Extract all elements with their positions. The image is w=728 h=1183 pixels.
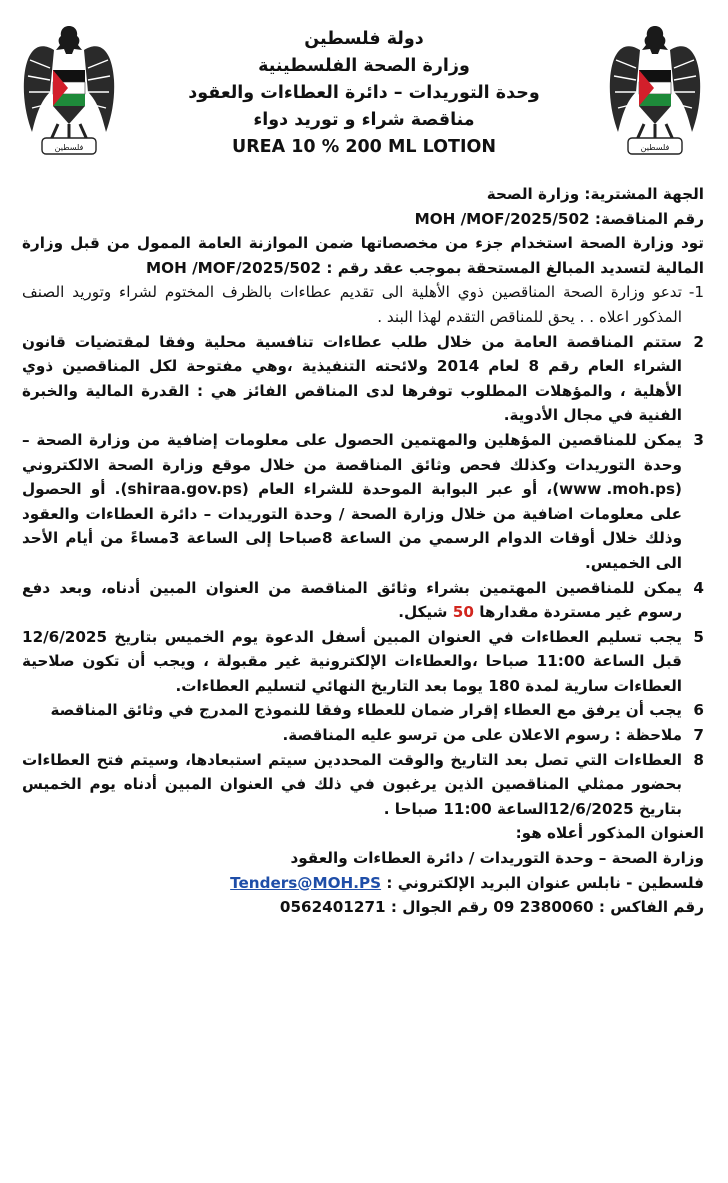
state-name: دولة فلسطين <box>304 29 424 49</box>
intro-line-1: تود وزارة الصحة استخدام جزء من مخصصاتها ضمن الموازنة العامة الممول من قبل <box>70 234 704 253</box>
emblem-caption-right: فلسطين <box>640 143 670 152</box>
product-name: UREA 10 % 200 ML LOTION <box>231 137 496 157</box>
item-number: 5 <box>693 627 704 646</box>
item-number: 4 <box>693 578 704 597</box>
mobile-number: 0562401271 <box>279 898 386 917</box>
item-number: 8 <box>693 750 704 769</box>
item-number: 2 <box>693 332 704 351</box>
emblem-caption-left: فلسطين <box>54 143 84 152</box>
list-item <box>22 723 704 748</box>
item-text: يجب أن يرفق مع العطاء إقرار ضمان للعطاء وفقا للنموذج المدرج في وثائق المناقصة <box>50 701 682 720</box>
tender-number-line <box>22 207 704 232</box>
contact-block <box>22 821 704 919</box>
contract-number: MOH /MOF/2025/502 <box>146 258 322 277</box>
ministry-name: وزارة الصحة الفلسطينية <box>258 56 470 76</box>
list-item <box>22 330 704 428</box>
item-3-text-a: يمكن للمناقصين المؤهلين والمهتمين الحصول على معلومات إضافية من وزارة الصحة – وحدة التوريدات وكذلك فحص وثائق المناقصة من خلال موقع وزارة الصحة الالكتروني <box>22 430 682 474</box>
list-item <box>22 428 704 576</box>
list-item <box>22 748 704 822</box>
unit-name: وحدة التوريدات – دائرة العطاءات والعقود <box>188 83 540 103</box>
intro-line-2: وزارة المالية لتسديد المبالغ المستحقة بموجب عقد رقم : <box>22 234 704 277</box>
moh-website-link[interactable]: (www .moh.ps) <box>552 480 682 499</box>
announcement-header <box>140 26 588 161</box>
item-number: 7 <box>693 726 704 745</box>
item-text <box>22 428 682 576</box>
item-number: 3 <box>693 430 704 449</box>
palestine-eagle-emblem-left <box>20 20 118 160</box>
item-text: ملاحظة : رسوم الاعلان على من ترسو عليه المناقصة. <box>282 726 682 745</box>
shiraa-portal-link[interactable]: (shiraa.gov.ps) <box>120 480 249 499</box>
tender-number-label: رقم المناقصة: <box>594 209 704 228</box>
list-item <box>22 280 704 329</box>
list-item <box>22 576 704 625</box>
email-label: فلسطين - نابلس عنوان البريد الإلكتروني : <box>386 873 704 892</box>
list-item <box>22 698 704 723</box>
item-text: العطاءات التي تصل بعد التاريخ والوقت المحددين سيتم استبعادها، وسيتم فتح العطاءات بحضور ممثلي المناقصين الذين يرغبون في ذلك في العنوان المبين أدناه يوم الخميس بتاريخ 12/6/2025الساعة 11:00 صباحا . <box>22 750 682 818</box>
item-number: 1- <box>688 283 704 302</box>
item-text: تدعو وزارة الصحة المناقصين ذوي الأهلية الى تقديم عطاءات بالظرف المختوم لشراء وتوريد الصنف المذكور اعلاه . . يحق للمناقص التقدم لهذا البند . <box>22 283 682 326</box>
mobile-label: رقم الجوال : <box>390 898 488 917</box>
item-number: 6 <box>693 701 704 720</box>
tender-type: مناقصة شراء و توريد دواء <box>253 110 475 130</box>
item-text: يجب تسليم العطاءات في العنوان المبين أسفل الدعوة يوم الخميس بتاريخ 12/6/2025 قبل الساعة 11:00 صباحا ،والعطاءات الإلكترونية غير مقبولة ، ويجب أن تكون صلاحية العطاءات سارية لمدة 180 يوما بعد التاريخ النهائي لتسليم العطاءات. <box>22 627 682 695</box>
palestine-eagle-emblem-right <box>606 20 704 160</box>
fee-amount: 50 <box>452 603 474 622</box>
email-link[interactable]: Tenders@MOH.PS <box>230 873 382 892</box>
phone-line <box>22 895 704 920</box>
fax-number: 09 2380060 <box>493 898 594 917</box>
intro-paragraph <box>22 231 704 280</box>
item-3-text-c: . أو الحصول على معلومات اضافية من خلال وزارة الصحة / وحدة التوريدات – دائرة العطاءات والعقود وذلك خلال أوقات الدوام الرسمي من الساعة 8صباحا إلى الساعة 3مساءً من أيام الأحد الى الخميس. <box>22 480 683 572</box>
address-heading: العنوان المذكور أعلاه هو: <box>515 824 704 843</box>
tender-number: MOH /MOF/2025/502 <box>414 209 590 228</box>
item-text <box>22 576 682 625</box>
fax-label: رقم الفاكس : <box>598 898 704 917</box>
item-4-text-a: يمكن للمناقصين المهتمين بشراء وثائق المناقصة من العنوان المبين أدناه، وبعد دفع رسوم غير مستردة مقدارها <box>22 578 682 622</box>
announcement-body <box>22 182 704 920</box>
address-line: وزارة الصحة – وحدة التوريدات / دائرة العطاءات والعقود <box>290 849 704 868</box>
item-3-text-b: ، أو عبر البوابة الموحدة للشراء العام <box>258 480 553 499</box>
item-text: ستتم المناقصة العامة من خلال طلب عطاءات تنافسية محلية وفقا لمقتضيات قانون الشراء العام رقم 8 لعام 2014 ولائحته التنفيذية ،وهي مفتوحة لكل المناقصين ذوي الأهلية ، والمؤهلات المطلوب توفرها لدى المناقص الفائز هي : القدرة المالية والخبرة الفنية في مجال الأدوية. <box>22 332 683 425</box>
purchaser-line: الجهة المشترية: وزارة الصحة <box>486 185 704 203</box>
item-4-text-b: شيكل. <box>398 603 448 622</box>
list-item <box>22 625 704 699</box>
email-line <box>22 871 704 896</box>
